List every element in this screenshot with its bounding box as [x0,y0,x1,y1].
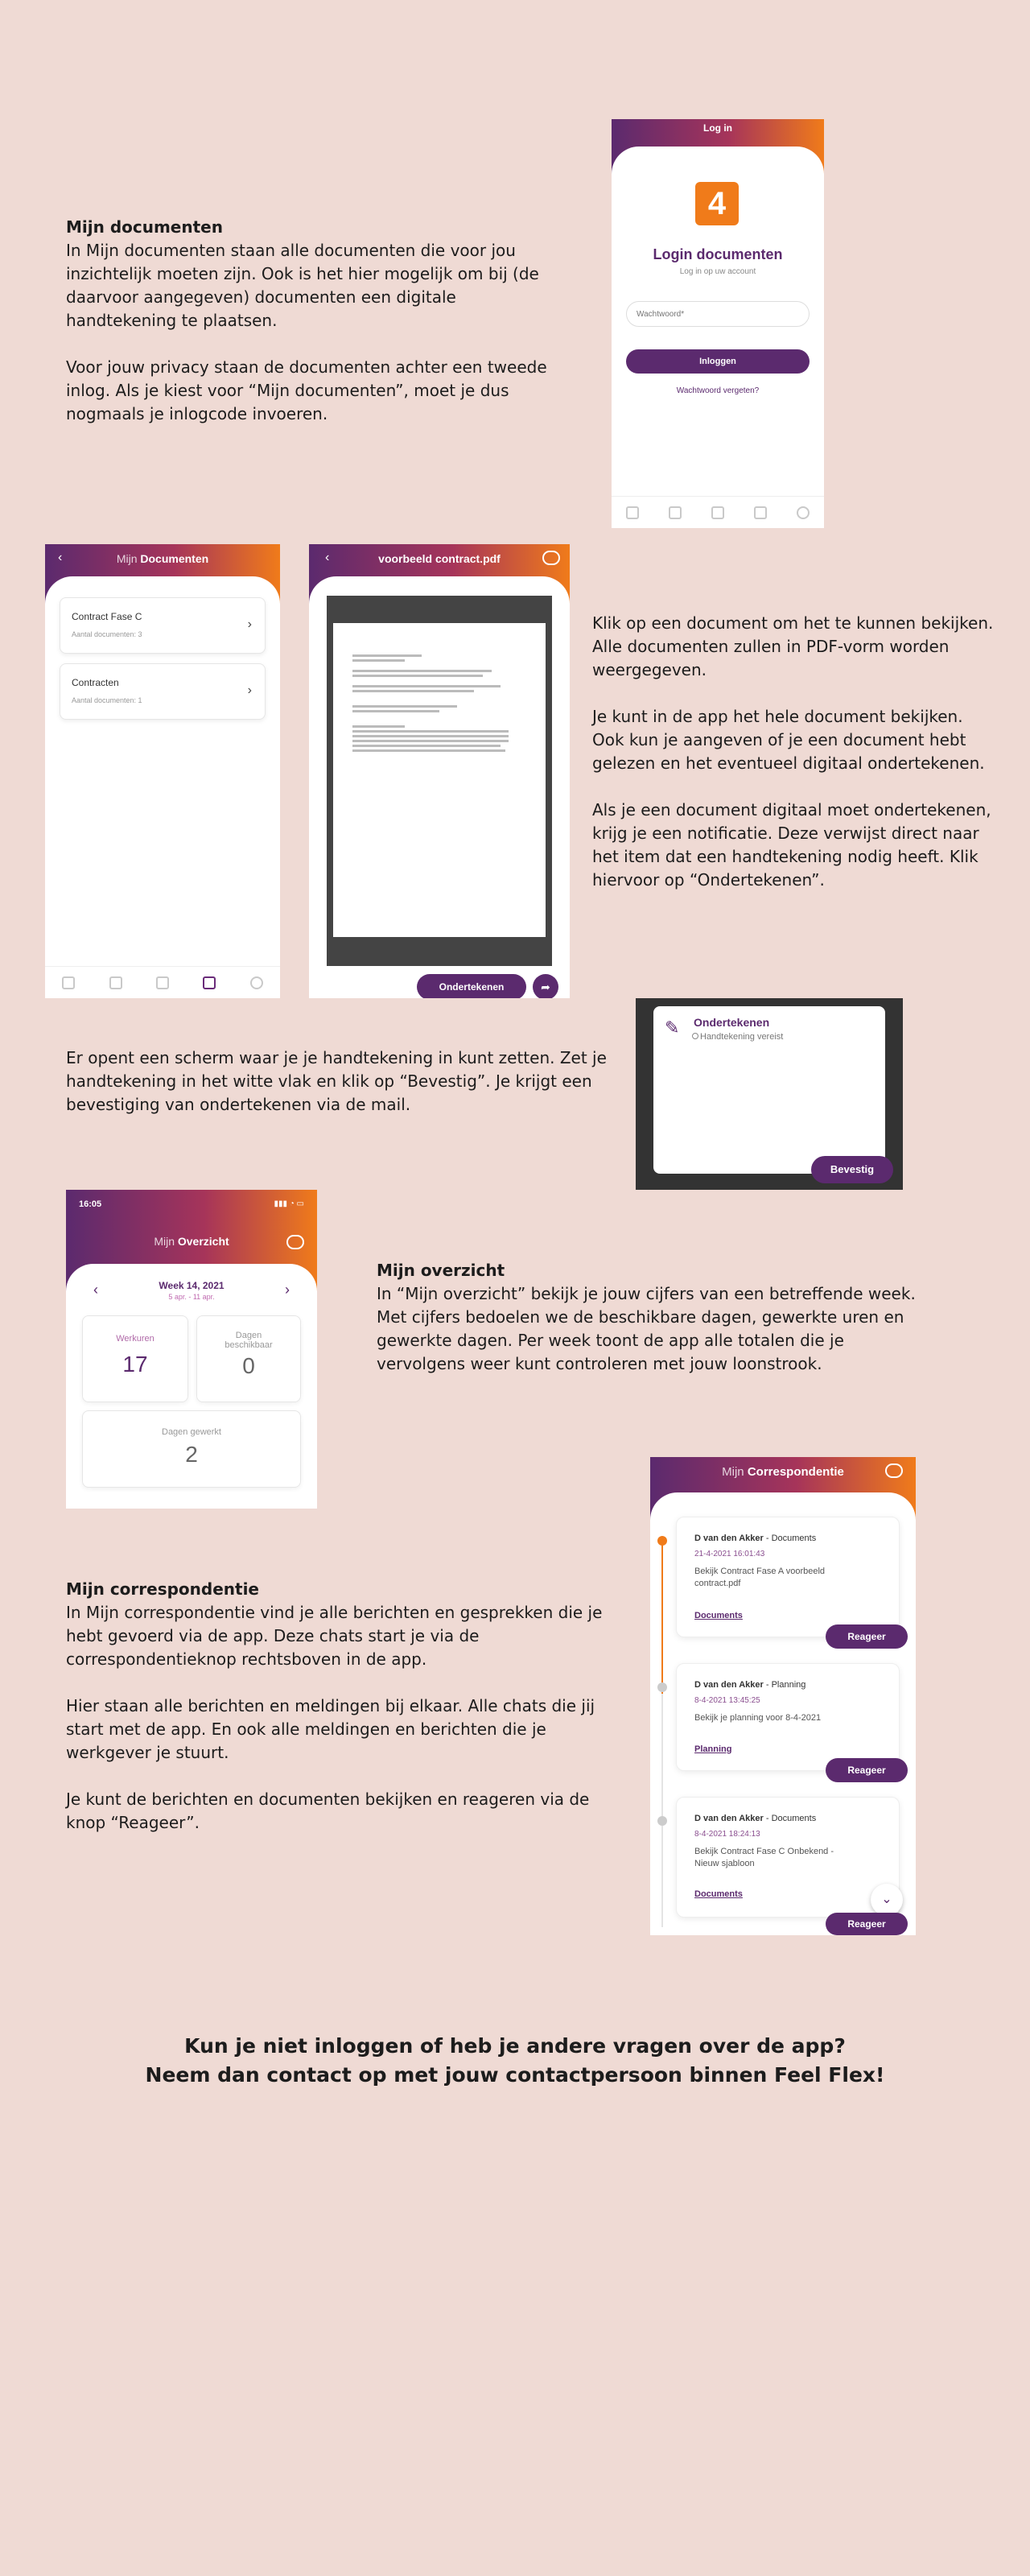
paragraph: In “Mijn overzicht” bekijk je jouw cijfers van een betreffende week. Met cijfers bedoelen we de beschikbare dagen, gewerkte uren en gewerkte dagen. Per week toont de app alle totalen die je vervolgens weer kunt controleren met jouw loonstrook. [377,1284,916,1373]
pdf-header: voorbeeld contract.pdf [378,552,501,565]
chat-icon[interactable] [885,1463,903,1478]
reply-button[interactable]: Reageer [826,1624,908,1649]
chat-icon[interactable] [286,1235,304,1249]
login-title: Login documenten [653,246,783,262]
home-icon[interactable] [626,506,639,519]
section-mijn-overzicht [377,1259,924,1376]
overview-header: Mijn Overzicht [154,1235,229,1248]
timeline-dot [657,1816,667,1826]
reply-button[interactable]: Reageer [826,1913,908,1935]
login-screenshot [612,119,824,528]
bottom-nav [612,496,824,528]
timeline-dot [657,1536,667,1546]
people-icon[interactable] [669,506,682,519]
reply-button[interactable]: Reageer [826,1758,908,1782]
message-link[interactable]: Documents [694,1611,743,1620]
prev-week-icon[interactable]: ‹ [93,1282,98,1298]
next-week-icon[interactable]: › [285,1282,290,1298]
tile-werkuren: Werkuren 17 [82,1315,188,1402]
home-icon[interactable] [62,976,75,989]
app-logo: 4 [695,182,739,225]
chevron-right-icon: › [247,683,252,697]
section-heading: Mijn correspondentie [66,1579,259,1599]
tile-dagen-gewerkt: Dagen gewerkt 2 [82,1410,301,1488]
documents-screenshot [45,544,280,998]
calendar-icon[interactable] [156,976,169,989]
clock-icon[interactable] [250,976,263,989]
section-mijn-documenten [66,216,549,426]
login-subtitle: Log in op uw account [679,267,756,276]
section-mijn-correspondentie [66,1578,605,1835]
login-header: Log in [703,122,732,134]
signature-screenshot [636,998,903,1190]
pen-icon: ✎ [665,1018,680,1038]
correspondence-header: Mijn Correspondentie [722,1465,844,1479]
paragraph: Als je een document digitaal moet ondertekenen, krijg je een notificatie. Deze verwijst direct naar het item dat een handtekening nodig heeft. Klik hiervoor op “Ondertekenen”. [592,800,991,890]
paragraph: Er opent een scherm waar je je handtekening in kunt zetten. Zet je handtekening in het witte vlak en klik op “Bevestig”. Je krijgt een bevestiging van ondertekenen via de mail. [66,1048,607,1114]
overview-screenshot [66,1190,317,1509]
sign-subtitle: Handtekening vereist [700,1032,784,1042]
paragraph: Hier staan alle berichten en meldingen bij elkaar. Alle chats die jij start met de app. En ook alle meldingen en berichten die je werkgever je stuurt. [66,1696,595,1762]
back-icon[interactable]: ‹ [58,551,63,564]
section-heading: Mijn overzicht [377,1261,505,1280]
timeline-dot [657,1682,667,1692]
paragraph: In Mijn correspondentie vind je alle berichten en gesprekken die je hebt gevoerd via de app. Deze chats start je via de correspondentieknop rechtsboven in de app. [66,1603,603,1669]
folder-icon[interactable] [203,976,216,989]
footer-line-1: Kun je niet inloggen of heb je andere vragen over de app? [184,2034,846,2058]
correspondence-screenshot [650,1457,916,1935]
bottom-nav [45,966,280,998]
tile-dagen-beschikbaar: Dagen beschikbaar 0 [196,1315,301,1402]
status-time: 16:05 [79,1199,102,1209]
message-item[interactable]: D van den Akker - Documents 8-4-2021 18:24:13 Bekijk Contract Fase C Onbekend - Nieuw sjabloon Documents [676,1797,900,1918]
footer-line-2: Neem dan contact op met jouw contactpersoon binnen Feel Flex! [145,2063,885,2087]
status-icons: ▮▮▮ ◔ ▭ [274,1199,304,1208]
section-ondertekenen [66,1046,613,1117]
folder-icon[interactable] [754,506,767,519]
password-input[interactable] [626,301,810,327]
back-icon[interactable]: ‹ [325,551,330,564]
signature-pad[interactable] [653,1006,885,1174]
chevron-right-icon: › [247,617,252,631]
calendar-icon[interactable] [711,506,724,519]
sign-title: Ondertekenen [694,1016,770,1029]
pdf-viewer[interactable] [327,596,552,966]
share-icon[interactable]: ➦ [533,974,558,998]
pdf-screenshot [309,544,570,998]
week-title: Week 14, 2021 [159,1280,225,1291]
clock-icon[interactable] [797,506,810,519]
paragraph: Je kunt in de app het hele document bekijken. Ook kun je aangeven of je een document hebt gelezen en het eventueel digitaal ondertekenen. [592,707,985,773]
paragraph: Voor jouw privacy staan de documenten achter een tweede inlog. Als je kiest voor “Mijn documenten”, moet je dus nogmaals je inlogcode invoeren. [66,357,547,423]
message-item[interactable]: D van den Akker - Planning 8-4-2021 13:45:25 Bekijk je planning voor 8-4-2021 Planning [676,1663,900,1771]
chat-icon[interactable] [542,551,560,565]
paragraph: Je kunt de berichten en documenten bekijken en reageren via de knop “Reageer”. [66,1790,590,1832]
scroll-down-icon[interactable]: ⌄ [871,1884,903,1916]
documents-header: Mijn Documenten [116,552,209,565]
forgot-password-link[interactable]: Wachtwoord vergeten? [676,386,760,395]
document-folder-item[interactable]: Contract Fase C Aantal documenten: 3 › [60,597,266,654]
message-item[interactable]: D van den Akker - Documents 21-4-2021 16:01:43 Bekijk Contract Fase A voorbeeld contract.pdf Documents [676,1517,900,1637]
paragraph: Klik op een document om het te kunnen bekijken. Alle documenten zullen in PDF-vorm worden weergegeven. [592,613,994,679]
people-icon[interactable] [109,976,122,989]
info-icon [692,1033,698,1039]
sign-button[interactable]: Ondertekenen [417,974,526,998]
week-range: 5 apr. - 11 apr. [168,1293,215,1301]
paragraph: In Mijn documenten staan alle documenten die voor jou inzichtelijk moeten zijn. Ook is het hier mogelijk om bij (de daarvoor aangegeven) documenten een digitale handtekening te plaatsen. [66,241,539,330]
confirm-button[interactable]: Bevestig [811,1156,893,1183]
section-document-bekijken [592,612,995,892]
timeline-active [661,1541,663,1694]
document-folder-item[interactable]: Contracten Aantal documenten: 1 › [60,663,266,720]
message-link[interactable]: Planning [694,1744,732,1754]
message-link[interactable]: Documents [694,1889,743,1899]
section-heading: Mijn documenten [66,217,223,237]
login-button[interactable]: Inloggen [626,349,810,374]
